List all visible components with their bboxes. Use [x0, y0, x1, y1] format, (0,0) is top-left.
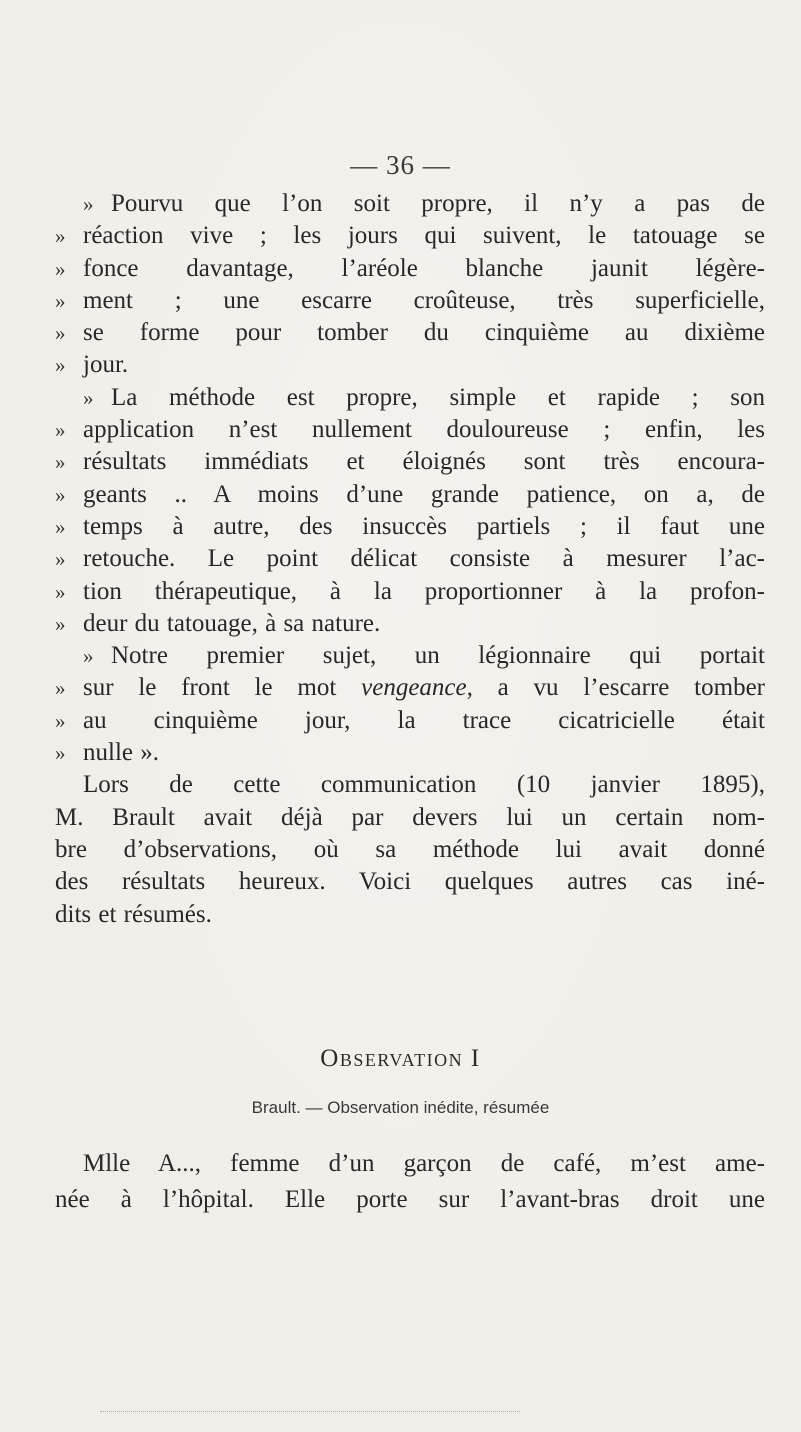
guillemet: » — [83, 644, 94, 669]
line-text: Pourvu que l’on soit propre, il n’y a pas de — [111, 190, 765, 217]
line-text-part: sur le front le mot — [83, 674, 362, 702]
line-text: application n’est nullement douloureuse ; enfin, les — [83, 416, 765, 444]
line-text: nulle ». — [83, 739, 159, 767]
page-number: — 36 — — [350, 150, 451, 180]
line-text: résultats immédiats et éloignés sont très encoura- — [83, 448, 765, 476]
guillemet: » — [55, 579, 66, 604]
line-text-with-italic — [83, 674, 765, 702]
guillemet: » — [55, 418, 66, 443]
text-line — [55, 545, 765, 577]
guillemet: » — [55, 353, 66, 378]
line-text: réaction vive ; les jours qui suivent, le tatouage se — [83, 222, 765, 250]
line-text: dits et résumés. — [55, 900, 212, 928]
line-text: au cinquième jour, la trace cicatricielle était — [83, 706, 765, 734]
guillemet: » — [55, 708, 66, 733]
guillemet: » — [55, 224, 66, 249]
text-line — [55, 384, 765, 416]
guillemet: » — [55, 450, 66, 475]
guillemet: » — [55, 547, 66, 572]
line-text: La méthode est propre, simple et rapide ; son — [111, 383, 765, 411]
text-line — [55, 642, 765, 674]
text-line — [55, 351, 765, 383]
guillemet: » — [55, 288, 66, 313]
line-text: geants .. A moins d’une grande patience, on a, de — [83, 480, 765, 508]
line-text: M. Brault avait déjà par devers lui un certain nom- — [55, 803, 765, 831]
line-text: temps à autre, des insuccès partiels ; il faut une — [83, 512, 765, 540]
text-line — [55, 222, 765, 254]
observation-subtitle: Brault. — Observation inédite, résumée — [251, 1098, 550, 1117]
line-text: retouche. Le point délicat consiste à mesurer l’ac- — [83, 545, 765, 573]
text-line — [55, 771, 765, 803]
line-text: des résultats heureux. Voici quelques autres cas iné- — [55, 868, 765, 896]
text-line — [55, 190, 765, 222]
text-line — [55, 739, 765, 771]
page-stain — [100, 1405, 520, 1412]
line-text: ment ; une escarre croûteuse, très superficielle, — [83, 286, 765, 314]
text-line — [55, 674, 765, 706]
text-line — [55, 578, 765, 610]
guillemet: » — [55, 514, 66, 539]
line-text: Notre premier sujet, un légionnaire qui portait — [111, 642, 765, 670]
text-line — [55, 868, 765, 900]
guillemet: » — [83, 192, 94, 216]
text-line — [55, 287, 765, 319]
text-line — [55, 481, 765, 513]
text-line — [55, 448, 765, 480]
text-line — [55, 610, 765, 642]
guillemet: » — [55, 676, 66, 701]
text-line — [55, 1186, 765, 1222]
text-line — [55, 1150, 765, 1186]
text-line — [55, 901, 765, 933]
line-text: bre d’observations, où sa méthode lui avait donné — [55, 835, 765, 863]
guillemet: » — [55, 741, 66, 766]
observation-text — [55, 1150, 765, 1222]
guillemet: » — [55, 611, 66, 636]
line-text: fonce davantage, l’aréole blanche jaunit légère- — [83, 254, 765, 282]
text-line — [55, 319, 765, 351]
line-text: tion thérapeutique, à la proportionner à la profon- — [83, 577, 765, 605]
text-line — [55, 255, 765, 287]
line-text: deur du tatouage, à sa nature. — [83, 609, 381, 637]
guillemet: » — [83, 385, 94, 410]
body-text — [55, 190, 765, 933]
line-text: jour. — [83, 351, 129, 379]
guillemet: » — [55, 256, 66, 281]
text-line — [55, 416, 765, 448]
guillemet: » — [55, 482, 66, 507]
line-text: née à l’hôpital. Elle porte sur l’avant-bras droit une — [55, 1186, 765, 1213]
italic-word: vengeance, — [361, 674, 473, 702]
text-line — [55, 707, 765, 739]
line-text-part: a vu l’escarre tomber — [472, 674, 765, 702]
guillemet: » — [55, 321, 66, 346]
text-line — [55, 513, 765, 545]
line-text: se forme pour tomber du cinquième au dixième — [83, 319, 765, 347]
observation-title: Observation I — [320, 1045, 481, 1072]
line-text: Mlle A..., femme d’un garçon de café, m’est ame- — [83, 1150, 765, 1177]
text-line — [55, 804, 765, 836]
line-text: Lors de cette communication (10 janvier 1895), — [83, 771, 765, 799]
text-line — [55, 836, 765, 868]
